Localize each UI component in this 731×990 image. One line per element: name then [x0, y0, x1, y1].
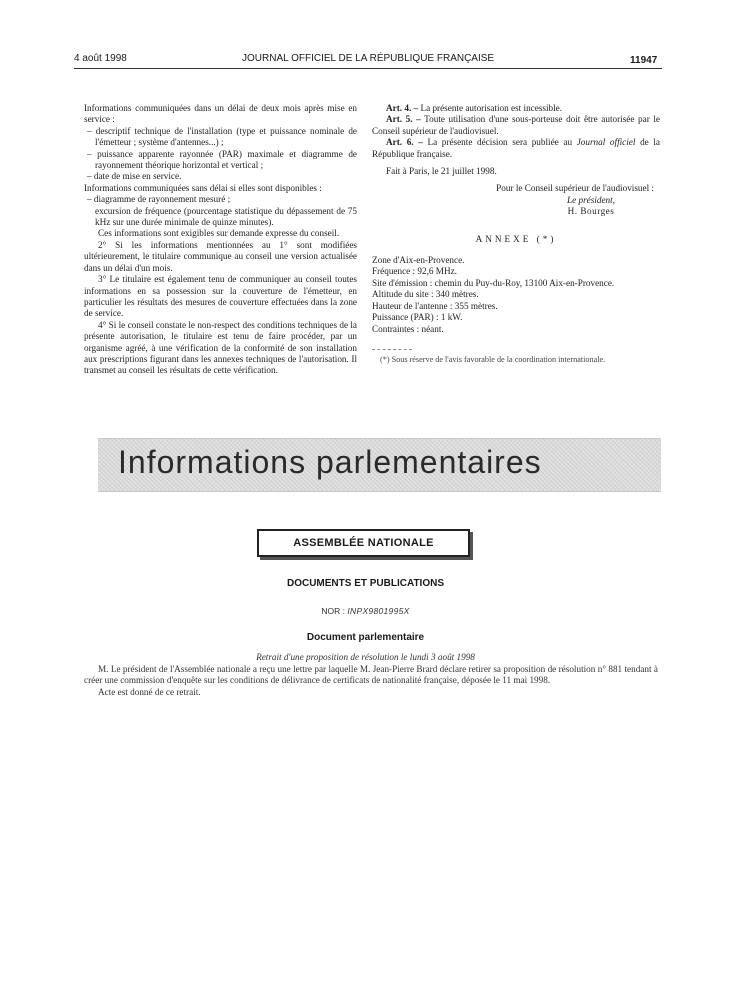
- nor-code: INPX9801995X: [347, 606, 410, 616]
- assemblee-nationale-label: ASSEMBLÉE NATIONALE: [293, 537, 434, 549]
- article-6-text-a: La présente décision sera publiée au: [427, 137, 573, 148]
- signature-council: Pour le Conseil supérieur de l'audiovisuel :: [496, 183, 654, 194]
- annexe-heading: ANNEXE (*): [475, 233, 557, 244]
- article-6-label: Art. 6. –: [386, 137, 423, 148]
- article-5-text: Toute utilisation d'une sous-porteuse doit être autorisée par le Conseil supérieur de l'audiovisuel.: [372, 114, 660, 136]
- article-4-label: Art. 4. –: [386, 103, 419, 113]
- annexe-zone: Zone d'Aix-en-Provence.: [372, 255, 465, 266]
- journal-title: JOURNAL OFFICIEL DE LA RÉPUBLIQUE FRANÇAISE: [242, 53, 495, 64]
- document-parlementaire-heading: Document parlementaire: [306, 632, 425, 643]
- annexe-altitude: Altitude du site : 340 mètres.: [372, 289, 479, 300]
- annexe-constraints: Contraintes : néant.: [372, 323, 444, 334]
- nor-label: NOR :: [321, 606, 346, 616]
- article-6-text-b: de la République française.: [372, 137, 661, 159]
- info-on-request: Ces informations sont exigibles sur demande expresse du conseil.: [98, 228, 340, 239]
- left-column: [84, 103, 357, 377]
- article-5-label: Art. 5. –: [386, 114, 421, 125]
- paragraph-2: 2° Si les informations mentionnées au 1° sont modifiées ultérieurement, le titulaire communique au conseil une version actualisée dans un délai d'un mois.: [84, 239, 357, 273]
- retrait-title: Retrait d'une proposition de résolution le lundi 3 août 1998: [256, 652, 475, 662]
- issue-date: 4 août 1998: [74, 53, 127, 64]
- retrait-body: [84, 664, 658, 698]
- annexe-footnote: (*) Sous réserve de l'avis favorable de la coordination internationale.: [380, 354, 606, 364]
- paragraph-3: 3° Le titulaire est également tenu de communiquer au conseil toutes informations en sa possession sur la couverture de l'émetteur, en particulier les résultats des mesures de couverture effectuées dans la zone de service.: [84, 274, 357, 319]
- right-column: [372, 103, 660, 365]
- signature-name: H. Bourges: [567, 206, 615, 217]
- page-number: 11947: [630, 55, 658, 66]
- retrait-paragraph-2: Acte est donné de ce retrait.: [98, 686, 201, 697]
- article-6: [372, 137, 660, 160]
- info-without-delay: Informations communiquées sans délai si elles sont disponibles :: [84, 182, 322, 193]
- item-measured-diagram: – diagramme de rayonnement mesuré ;: [87, 194, 231, 205]
- item-technical-description: – descriptif technique de l'installation (type et puissance nominale de l'émetteur ; système d'antennes...) ;: [87, 125, 357, 148]
- item-frequency-excursion: excursion de fréquence (pourcentage statistique du dépassement de 75 kHz sur une durée minimale de quinze minutes).: [95, 205, 357, 228]
- annexe-power: Puissance (PAR) : 1 kW.: [372, 312, 463, 323]
- section-banner-title: Informations parlementaires: [118, 444, 542, 480]
- article-4-text: La présente autorisation est incessible.: [420, 103, 563, 113]
- assemblee-nationale-heading: [257, 529, 470, 557]
- signature-title: Le président,: [567, 194, 615, 205]
- item-radiated-power: – puissance apparente rayonnée (PAR) maximale et diagramme de rayonnement théorique horizontal et vertical ;: [87, 148, 357, 171]
- annexe-frequency: Fréquence : 92,6 MHz.: [372, 266, 457, 277]
- footnote-rule: [372, 349, 412, 350]
- header-rule: [74, 68, 662, 69]
- paragraph-4: 4° Si le conseil constate le non-respect des conditions techniques de la présente autorisation, le titulaire est tenu de faire procéder, par un organisme agréé, à une vérification de la conformité de son installation aux prescriptions figurant dans les annexes techniques de l'autorisation. Il transmet au conseil les résultats de cette vérification.: [84, 319, 357, 376]
- annexe-site: Site d'émission : chemin du Puy-du-Roy, 13100 Aix-en-Provence.: [372, 277, 615, 288]
- nor-reference: [0, 606, 731, 616]
- article-4: [372, 103, 660, 114]
- article-6-journal: Journal officiel: [576, 137, 636, 148]
- item-service-date: – date de mise en service.: [87, 171, 182, 182]
- article-5: [372, 114, 660, 137]
- info-two-months: Informations communiquées dans un délai de deux mois après mise en service :: [84, 103, 357, 125]
- documents-publications-heading: DOCUMENTS ET PUBLICATIONS: [286, 578, 445, 589]
- retrait-paragraph-1: M. Le président de l'Assemblée nationale a reçu une lettre par laquelle M. Jean-Pierre Brard déclare retirer sa proposition de résolution n° 881 tendant à créer une commission d'enquête sur les conditions de délivrance de certificats de nationalité française, déposée le 11 mai 1998.: [84, 664, 658, 686]
- signature-place-date: Fait à Paris, le 21 juillet 1998.: [386, 166, 497, 177]
- annexe-antenna-height: Hauteur de l'antenne : 355 mètres.: [372, 300, 498, 311]
